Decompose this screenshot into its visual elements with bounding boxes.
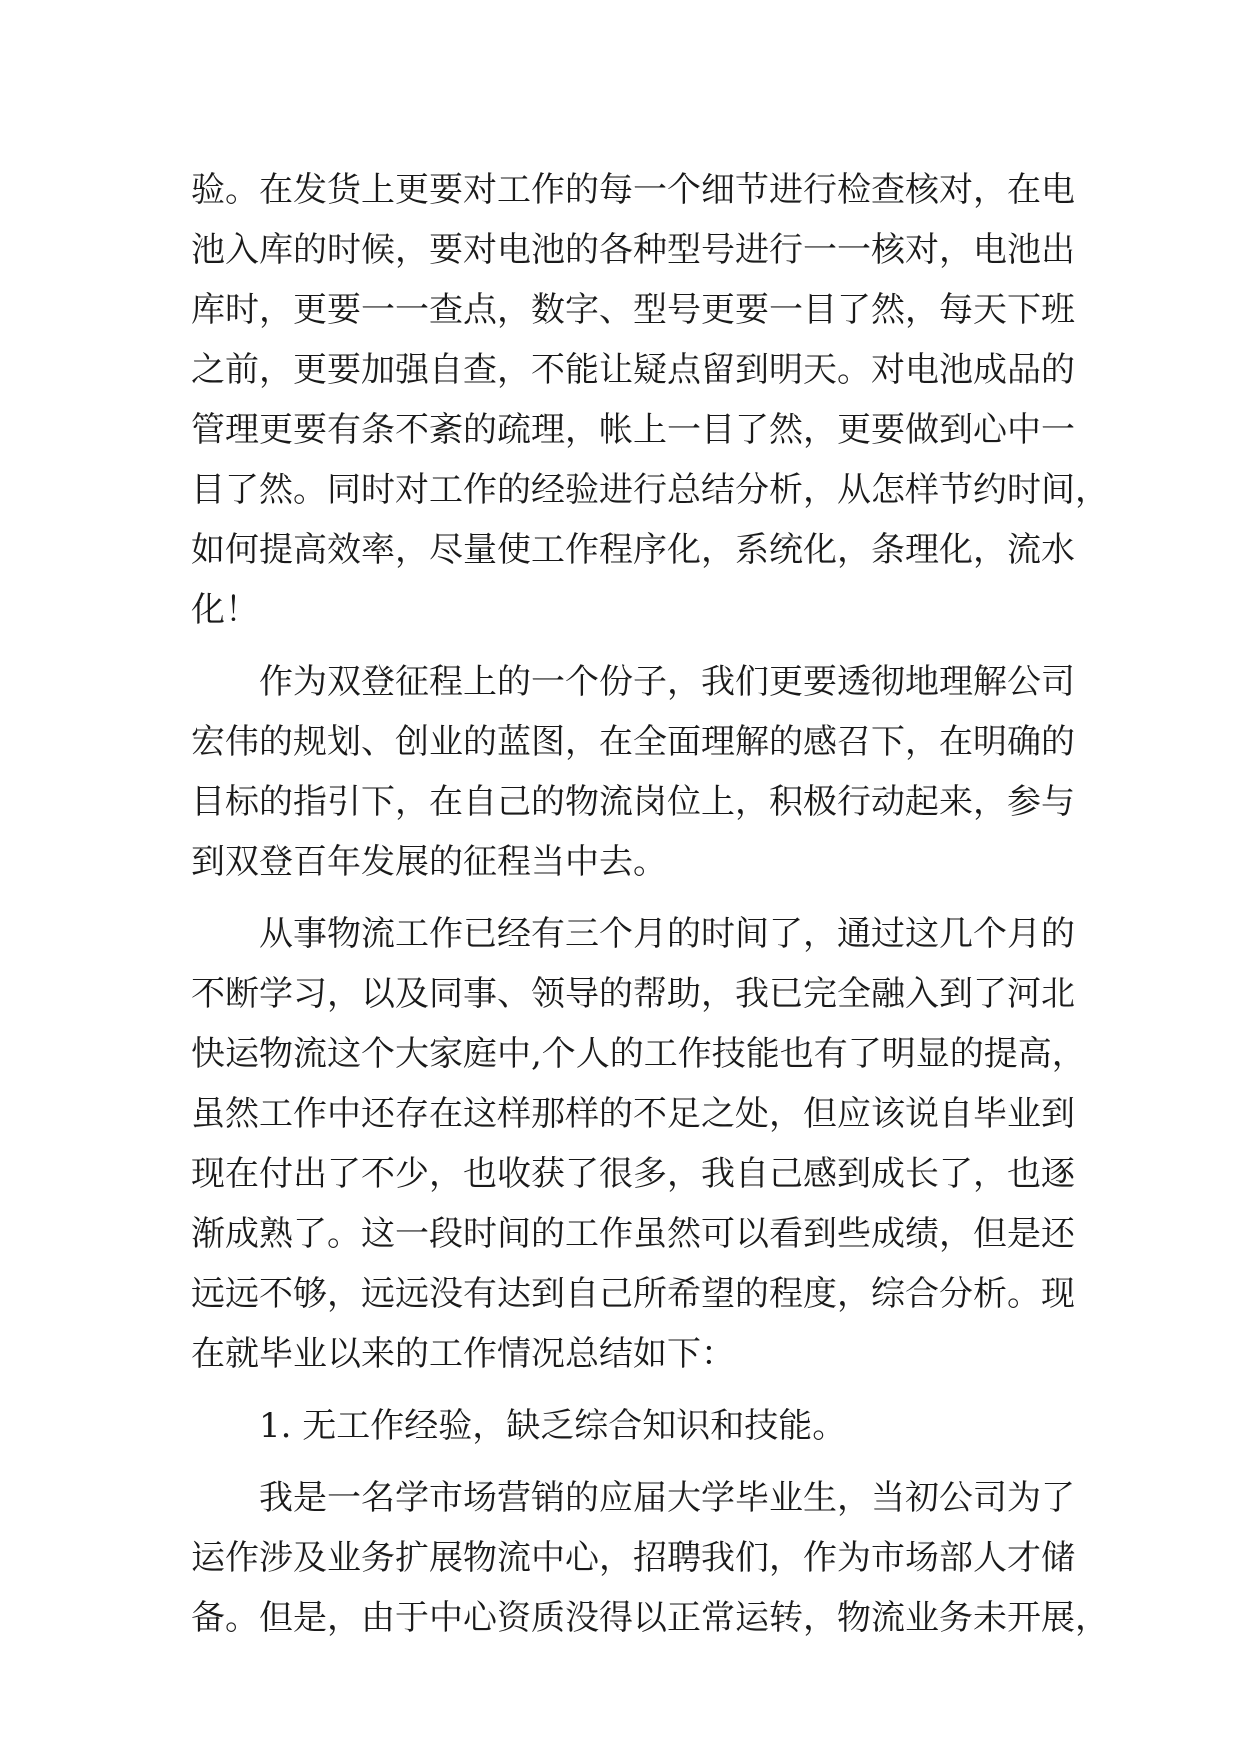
text-line: 不断学习，以及同事、领导的帮助，我已完全融入到了河北 xyxy=(191,974,1075,1014)
text-line: 如何提高效率，尽量使工作程序化，系统化，条理化，流水 xyxy=(191,530,1075,570)
text-line: 管理更要有条不紊的疏理，帐上一目了然，更要做到心中一 xyxy=(191,410,1075,450)
paragraph-gap xyxy=(191,892,1047,904)
paragraph xyxy=(191,1396,1047,1456)
text-line: 宏伟的规划、创业的蓝图，在全面理解的感召下，在明确的 xyxy=(191,722,1075,762)
paragraph xyxy=(191,160,1109,640)
text-line: 验。在发货上更要对工作的每一个细节进行检查核对，在电 xyxy=(191,170,1075,210)
text-line: 到双登百年发展的征程当中去。 xyxy=(191,842,667,882)
paragraph xyxy=(191,904,1086,1384)
paragraph xyxy=(191,1468,1109,1648)
text-line: 之前，更要加强自查，不能让疑点留到明天。对电池成品的 xyxy=(191,350,1075,390)
text-line: 远远不够，远远没有达到自己所希望的程度，综合分析。现 xyxy=(191,1274,1075,1314)
text-line: 快运物流这个大家庭中,个人的工作技能也有了明显的提高， xyxy=(191,1034,1086,1074)
text-line: 现在付出了不少，也收获了很多，我自己感到成长了，也逐 xyxy=(191,1154,1075,1194)
text-line: 运作涉及业务扩展物流中心，招聘我们，作为市场部人才储 xyxy=(191,1538,1075,1578)
document-body xyxy=(191,160,1109,1648)
text-line: 池入库的时候，要对电池的各种型号进行一一核对，电池出 xyxy=(191,230,1075,270)
paragraph-gap xyxy=(191,1456,1047,1468)
text-line: 在就毕业以来的工作情况总结如下： xyxy=(191,1334,735,1374)
text-line: 虽然工作中还存在这样那样的不足之处，但应该说自毕业到 xyxy=(191,1094,1075,1134)
paragraph-gap xyxy=(191,1384,1047,1396)
text-line: 渐成熟了。这一段时间的工作虽然可以看到些成绩，但是还 xyxy=(191,1214,1075,1254)
text-line: 作为双登征程上的一个份子，我们更要透彻地理解公司 xyxy=(259,662,1075,702)
text-line: 备。但是，由于中心资质没得以正常运转，物流业务未开展， xyxy=(191,1598,1109,1638)
text-line: 我是一名学市场营销的应届大学毕业生，当初公司为了 xyxy=(259,1478,1075,1518)
text-line: 化！ xyxy=(191,590,259,630)
text-line: 1. 无工作经验，缺乏综合知识和技能。 xyxy=(259,1406,847,1446)
text-line: 库时，更要一一查点，数字、型号更要一目了然，每天下班 xyxy=(191,290,1075,330)
paragraph-gap xyxy=(191,640,1047,652)
paragraph xyxy=(191,652,1075,892)
text-line: 目标的指引下，在自己的物流岗位上，积极行动起来，参与 xyxy=(191,782,1075,822)
text-line: 目了然。同时对工作的经验进行总结分析，从怎样节约时间， xyxy=(191,470,1109,510)
text-line: 从事物流工作已经有三个月的时间了，通过这几个月的 xyxy=(259,914,1075,954)
